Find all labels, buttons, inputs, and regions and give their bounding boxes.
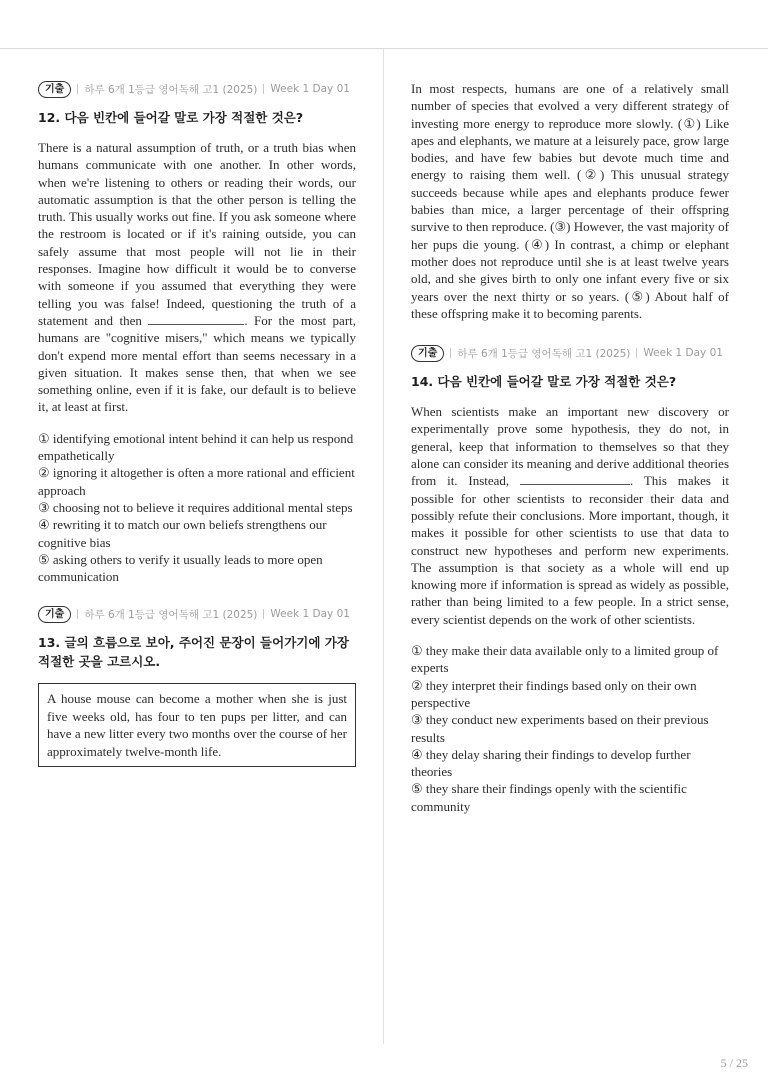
passage-part-b: . This makes it possible for other scientists to reconsider their data and possibly refute their conclusions. More important, though, it makes it possible for other scientists to use that data to construct new hypotheses and perform new experiments. The assumption is that society as a whole will end up knowing more if information is spread as widely as possible, rather than being limited to a few people. In a strict sense, every scientist depends on the work of other scientists. — [411, 473, 730, 627]
source-week: Week 1 Day 01 — [270, 83, 350, 95]
question-12-meta — [38, 80, 356, 98]
meta-separator — [636, 348, 637, 358]
meta-separator — [77, 609, 78, 619]
source-book: 하루 6개 1등급 영어독해 고1 (2025) — [84, 83, 258, 96]
option-3[interactable]: ③ choosing not to believe it requires additional mental steps — [38, 499, 353, 515]
source-week: Week 1 Day 01 — [643, 347, 723, 360]
meta-separator — [263, 84, 264, 94]
source-badge: 기출 — [38, 81, 71, 98]
passage-part-b: . For the most part, humans are "cognitive misers," which means we typically don't expend more mental effort than seems necessary in a given situation. It makes sense then, that when we see something online, even if it is fake, our default is to believe it, at least at first. — [38, 312, 357, 415]
source-book: 하루 6개 1등급 영어독해 고1 (2025) — [84, 608, 258, 621]
header-divider — [0, 48, 768, 49]
page-number: 5 / 25 — [720, 1056, 748, 1070]
question-13-meta — [38, 605, 356, 623]
option-1[interactable]: ① identifying emotional intent behind it can help us respond empathetically — [38, 430, 354, 464]
passage-part-a: When scientists make an important new discovery or experimentally prove some hypothesis, they do not, in general, keep that information to themselves so that they alone can consider its meaning and derive additional theories from it. Instead, — [411, 404, 729, 489]
question-13-passage: In most respects, humans are one of a relatively small number of species that evolved a very different strategy of investing more energy to reproduce more slowly. (①) Like apes and elephants, we mature at a leisurely pace, grow large bodies, and have few babies but devote much time and energy to raising them well. (②) This unusual strategy succeeds because while apes and elephants produce fewer babies than mice, a larger percentage of their offspring survive to then reproduce. (③) However, the vast majority of her pups die young. (④) In contrast, a chimp or elephant mother does not reproduce until she is at least twelve years old, and she gives birth to only one infant every five or six years over the next thirty or so years. (⑤) About half of these offspring make it to becoming parents. — [411, 81, 729, 321]
answer-blank — [148, 314, 244, 325]
source-badge: 기출 — [411, 345, 444, 362]
meta-separator — [77, 84, 78, 94]
meta-separator — [263, 609, 264, 619]
passage-part-a: There is a natural assumption of truth, or a truth bias when humans communicate with one another. In other words, when we're listening to others or reading their words, our automatic assumption is that the other person is telling the truth. This usually works out fine. If you ask someone where the restroom is located or if it's raining outside, you can safely assume that most people will not lie in their responses. Imagine how difficult it would be to converse with someone if you assumed that everything they were telling you was false! Indeed, questioning the truth of a statement and then — [38, 140, 356, 328]
option-1[interactable]: ① they make their data available only to a limited group of experts — [411, 643, 719, 676]
question-13-given-sentence: A house mouse can become a mother when she is just five weeks old, has four to ten pups per litter, and can have a new litter every two months over the course of her approximately twelve-month life. — [38, 683, 356, 767]
question-12-passage — [38, 139, 356, 416]
meta-separator — [450, 348, 451, 358]
column-divider — [383, 49, 384, 1044]
question-12-options — [38, 430, 356, 586]
question-13-title: 13. 글의 흐름으로 보아, 주어진 문장이 들어가기에 가장 적절한 곳을 고르시오. — [38, 635, 349, 670]
option-2[interactable]: ② ignoring it altogether is often a more rational and efficient approach — [38, 465, 355, 498]
source-week: Week 1 Day 01 — [270, 608, 350, 621]
question-12-title: 12. 다음 빈칸에 들어갈 말로 가장 적절한 것은? — [38, 110, 304, 125]
option-4[interactable]: ④ they delay sharing their findings to develop further theories — [411, 746, 691, 780]
question-14-title: 14. 다음 빈칸에 들어갈 말로 가장 적절한 것은? — [411, 374, 677, 390]
question-14-options — [411, 642, 729, 815]
option-3[interactable]: ③ they conduct new experiments based on their previous results — [411, 712, 709, 745]
option-5[interactable]: ⑤ asking others to verify it usually leads to more open communication — [38, 551, 323, 585]
source-book: 하루 6개 1등급 영어독해 고1 (2025) — [457, 347, 631, 360]
left-column — [38, 74, 356, 767]
option-5[interactable]: ⑤ they share their findings openly with the scientific community — [411, 781, 687, 814]
question-14-meta — [411, 344, 729, 362]
option-4[interactable]: ④ rewriting it to match our own beliefs strengthens our cognitive bias — [38, 517, 327, 550]
option-2[interactable]: ② they interpret their findings based only on their own perspective — [411, 677, 697, 710]
right-column — [411, 80, 729, 815]
source-badge: 기출 — [38, 606, 71, 623]
answer-blank — [520, 474, 630, 485]
question-14-passage — [411, 403, 729, 628]
